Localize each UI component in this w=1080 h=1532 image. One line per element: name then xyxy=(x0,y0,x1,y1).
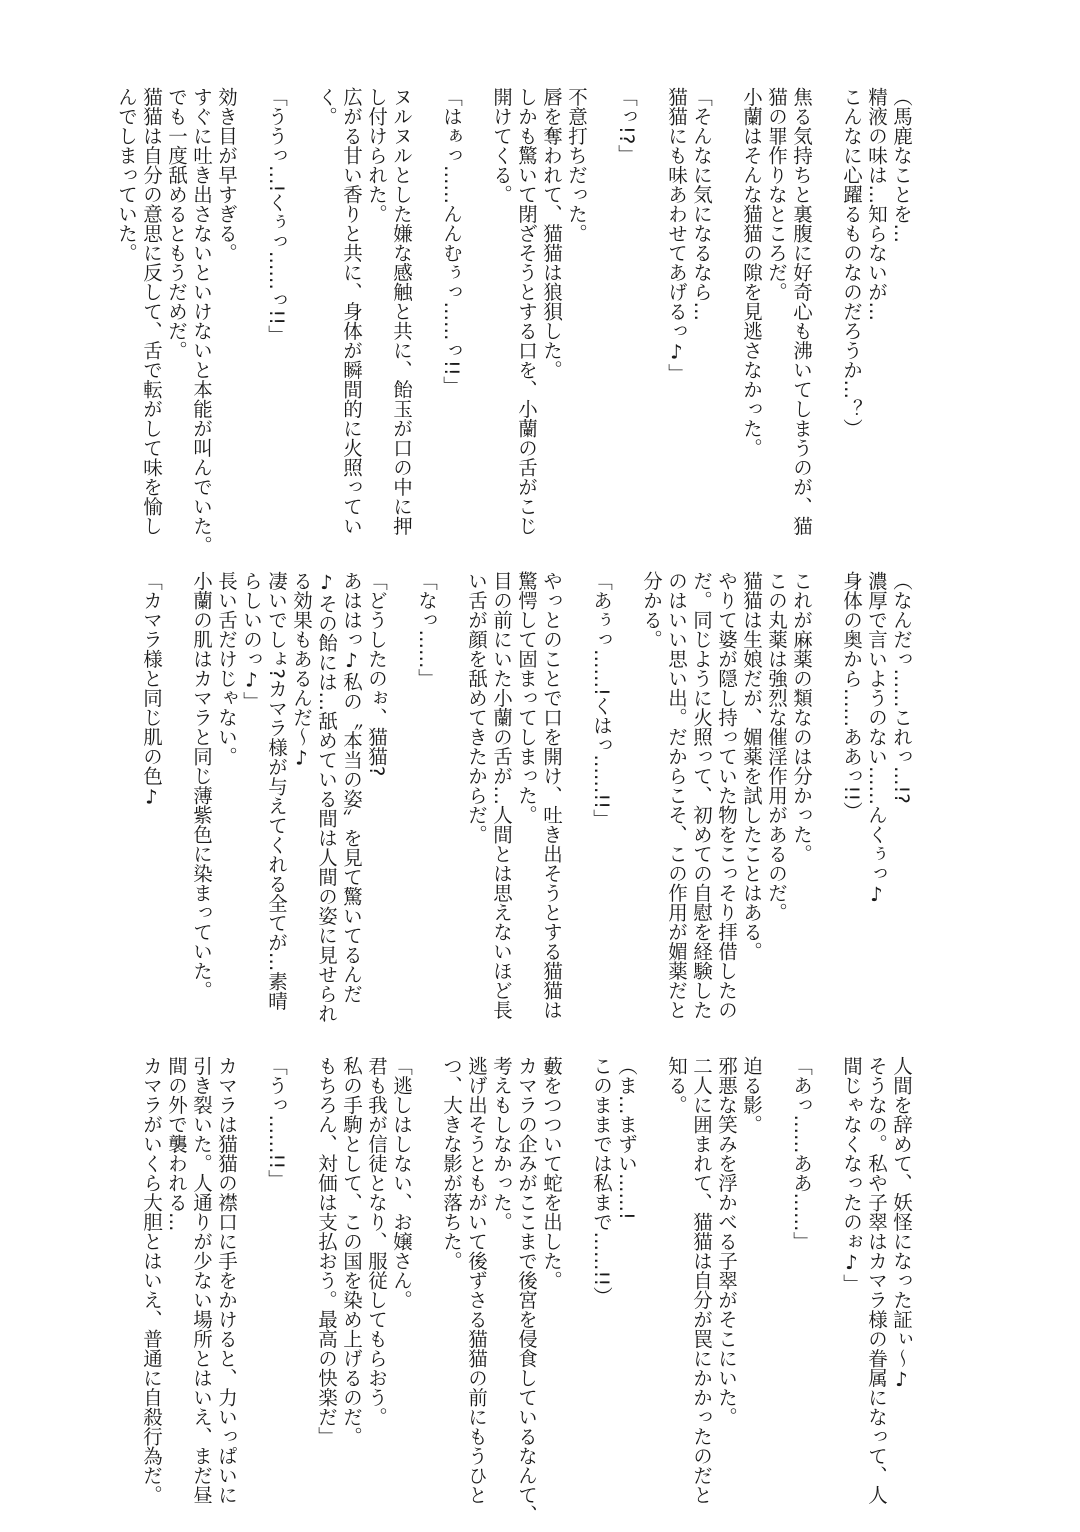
text-line: 「うっ……!!」 xyxy=(265,1056,288,1189)
text-line: らしいのっ♪」 xyxy=(240,571,263,711)
text-line: し付けられた。 xyxy=(365,87,388,224)
text-line: る効果もあるんだ～♪ xyxy=(290,571,313,770)
text-line: 唇を奪われて、猫猫は狼狽した。 xyxy=(540,87,563,380)
text-line: 猫猫にも味あわせてあげるっ♪」 xyxy=(665,87,688,383)
text-line: これが麻薬の類なのは分かった。 xyxy=(790,571,813,864)
text-line: 開けてくる。 xyxy=(490,87,513,204)
text-line xyxy=(639,1056,664,1532)
text-line: だ。同じように火照って、初めての自慰を経験した xyxy=(690,571,713,1020)
text-line: のはいい思い出。だからこそ、この作用が媚薬だと xyxy=(665,571,688,1020)
text-line xyxy=(814,571,839,1047)
text-line: 迫る影。 xyxy=(740,1056,763,1134)
text-line: 引き裂いた。人通りが少ない場所とはいえ、まだ昼 xyxy=(190,1056,213,1505)
text-line: 「そんなに気になるなら… xyxy=(690,87,713,321)
text-line: 小蘭はそんな猫猫の隙を見逃さなかった。 xyxy=(740,87,763,458)
text-line: つ、大きな影が落ちた。 xyxy=(440,1056,463,1271)
text-line: しかも驚いて閉ざそうとする口を、小蘭の舌がこじ xyxy=(515,87,538,536)
text-line: 猫猫は生娘だが、媚薬を試したことはある。 xyxy=(740,571,763,961)
text-line xyxy=(239,87,264,563)
text-line: もちろん、対価は支払おう。最高の快楽だ」 xyxy=(315,1056,338,1446)
text-line: 君も我が信徒となり、服従してもらおう。 xyxy=(365,1056,388,1427)
text-line: カマラは猫猫の襟口に手をかけると、力いっぱいに xyxy=(215,1056,238,1505)
text-line: そうなの。私や子翠はカマラ様の眷属になって、人 xyxy=(865,1056,888,1505)
text-line: （なんだっ……これっ…!? xyxy=(890,571,913,804)
text-line: 間じゃなくなったのぉ♪」 xyxy=(840,1056,863,1294)
text-line xyxy=(414,87,439,563)
text-line xyxy=(564,1056,589,1532)
text-line: 凄いでしょ?カマラ様が与えてくれる全てが…素晴 xyxy=(265,571,288,1011)
text-line xyxy=(164,571,189,1047)
text-line xyxy=(289,87,314,563)
text-line: でも一度舐めるともうだめだ。 xyxy=(165,87,188,360)
text-line: 不意打ちだった。 xyxy=(565,87,588,243)
text-line: 「あっ……ああ……」 xyxy=(790,1056,813,1251)
text-line: 「カマラ様と同じ肌の色♪ xyxy=(140,571,163,809)
text-line: 「はぁっ……んんむぅっ……っ!!」 xyxy=(440,87,463,396)
text-line xyxy=(714,87,739,563)
text-line xyxy=(464,87,489,563)
text-line: この丸薬は強烈な催淫作用があるのだ。 xyxy=(765,571,788,922)
text-line: 私の手駒として、この国を染め上げるのだ。 xyxy=(340,1056,363,1446)
text-line: このままでは私まで……!!） xyxy=(590,1056,613,1306)
text-line xyxy=(239,1056,264,1532)
text-line: 知る。 xyxy=(665,1056,688,1115)
text-line: こんなに心躍るものなのだろうか…？） xyxy=(840,87,863,438)
text-line: やっとのことで口を開け、吐き出そうとする猫猫は xyxy=(540,571,563,1020)
text-line: やりて婆が隠し持っていた物をこっそり拝借したの xyxy=(715,571,738,1020)
text-block-bottom xyxy=(139,1056,914,1532)
text-line: 人間を辞めて、妖怪になった証ぃ～♪ xyxy=(890,1056,913,1391)
text-line xyxy=(589,87,614,563)
text-line: 驚愕して固まってしまった。 xyxy=(515,571,538,825)
text-line: カマラの企みがここまで後宮を侵食しているなんて、 xyxy=(515,1056,538,1524)
text-line: 身体の奥から……ああっ!!） xyxy=(840,571,863,821)
text-line: 精液の味は…知らないが… xyxy=(865,87,888,321)
text-line: すぐに吐き出さないといけないと本能が叫んでいた。 xyxy=(190,87,213,555)
text-line: 邪悪な笑みを浮かべる子翠がそこにいた。 xyxy=(715,1056,738,1427)
text-line xyxy=(814,87,839,563)
text-line: 考えもしなかった。 xyxy=(490,1056,513,1232)
text-line: 逃げ出そうともがいて後ずさる猫猫の前にもうひと xyxy=(465,1056,488,1505)
text-block-middle xyxy=(139,571,914,1047)
text-line: 「っ!?」 xyxy=(615,87,638,164)
text-line: 「どうしたのぉ、猫猫? xyxy=(365,571,388,777)
text-line: 目の前にいた小蘭の舌が…人間とは思えないほど長 xyxy=(490,571,513,1020)
text-line: 「逃しはしない、お嬢さん。 xyxy=(390,1056,413,1310)
text-line: く。 xyxy=(315,87,338,126)
text-line: ヌルヌルとした嫌な感触と共に、飴玉が口の中に押 xyxy=(390,87,413,536)
text-line: （馬鹿なことを… xyxy=(890,87,913,243)
text-line: 「なっ……」 xyxy=(415,571,438,688)
text-line xyxy=(564,571,589,1047)
text-line: 効き目が早すぎる。 xyxy=(215,87,238,263)
text-line: 二人に囲まれて、猫猫は自分が罠にかかったのだと xyxy=(690,1056,713,1505)
text-line: い舌が顔を舐めてきたからだ。 xyxy=(465,571,488,844)
text-block-top xyxy=(114,87,914,563)
text-line: 広がる甘い香りと共に、身体が瞬間的に火照ってい xyxy=(340,87,363,536)
text-line: 「あぅっ……!くはっ……!!」 xyxy=(590,571,613,829)
text-line: カマラがいくら大胆とはいえ、普通に自殺行為だ。 xyxy=(140,1056,163,1505)
text-line: （ま…まずい……! xyxy=(615,1056,638,1220)
text-line xyxy=(414,1056,439,1532)
text-line xyxy=(289,1056,314,1532)
text-line: 猫猫は自分の意思に反して、舌で転がして味を愉し xyxy=(140,87,163,536)
text-line: 猫の罪作りなところだ。 xyxy=(765,87,788,302)
text-line: ♪その飴には…舐めている間は人間の姿に見せられ xyxy=(315,571,338,1023)
text-line: 長い舌だけじゃない。 xyxy=(215,571,238,766)
text-line xyxy=(439,571,464,1047)
text-line: 間の外で襲われる… xyxy=(165,1056,188,1232)
text-line: あははっ♪私の〝本当の姿〟を見て驚いてるんだ xyxy=(340,571,363,1004)
text-line: 濃厚で言いようのない……んくぅっ♪ xyxy=(865,571,888,906)
text-line xyxy=(639,87,664,563)
text-line: 藪をつついて蛇を出した。 xyxy=(540,1056,563,1290)
text-line: 小蘭の肌はカマラと同じ薄紫色に染まっていた。 xyxy=(190,571,213,1000)
text-line xyxy=(614,571,639,1047)
text-line: んでしまっていた。 xyxy=(115,87,138,263)
text-line xyxy=(764,1056,789,1532)
text-line: 焦る気持ちと裏腹に好奇心も沸いてしまうのが、猫 xyxy=(790,87,813,536)
text-line: 分かる。 xyxy=(640,571,663,649)
text-line xyxy=(814,1056,839,1532)
text-line: 「ううっ…!くぅっ……っ!!」 xyxy=(265,87,288,345)
text-line xyxy=(389,571,414,1047)
